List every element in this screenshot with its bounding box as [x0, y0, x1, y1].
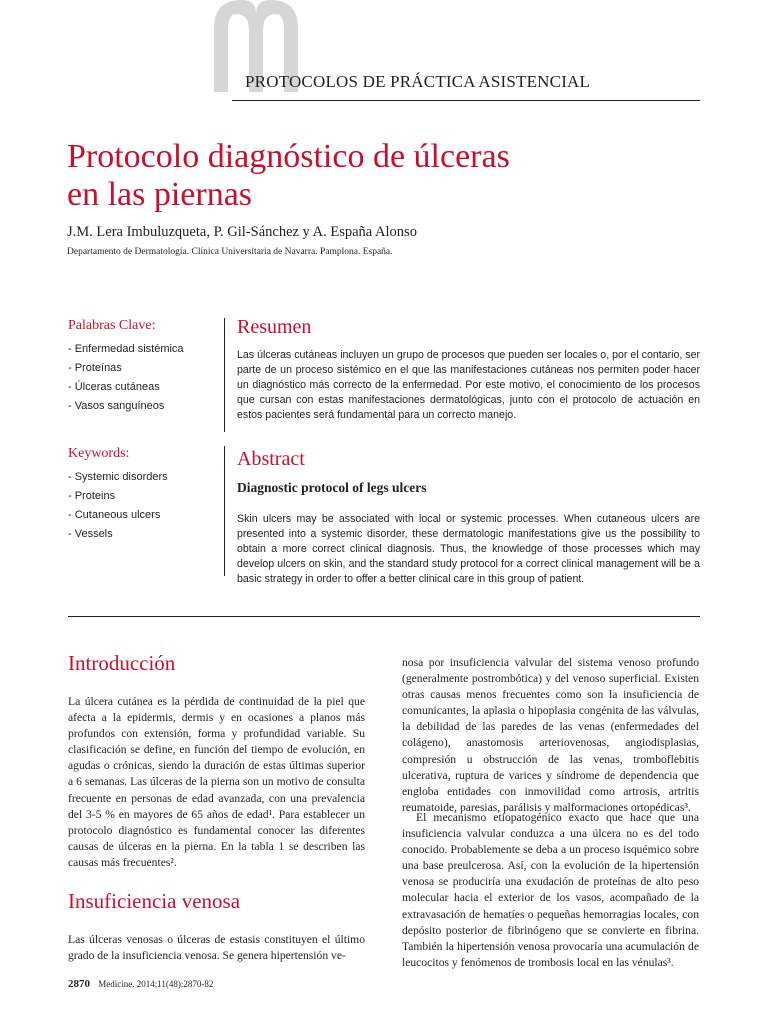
introduccion-heading: Introducción [68, 651, 176, 675]
section-label: PROTOCOLOS DE PRÁCTICA ASISTENCIAL [245, 72, 591, 91]
authors: J.M. Lera Imbuluzqueta, P. Gil-Sánchez y A. España Alonso [67, 224, 417, 240]
page-number: 2870 [68, 978, 90, 990]
palabra-clave-item: - Enfermedad sistémica [68, 343, 184, 355]
page-footer [68, 978, 213, 990]
keyword-item: - Vessels [68, 528, 113, 540]
affiliation: Departamento de Dermatología. Clínica Universitaria de Navarra. Pamplona. España. [67, 247, 393, 257]
right-column-paragraph-1: nosa por insuficiencia valvular del sistema venoso profundo (generalmente postrombótica) y del venoso superficial. Existen otras causas menos frecuentes como son la insuficiencia de comunicantes, la aplasia o hipoplasia congénita de las válvulas, la debilidad de las paredes de las venas (enfermedades del colágeno), anastomosis arteriovenosas, angiodisplasias, compresión u obstrucción de las venas, tromboflebitis ulcerativa, ruptura de varices y síndrome de dependencia que engloba entidades con inmovilidad como artrosis, artritis reumatoide, paresias, parálisis y malformaciones ortopédicas³. [402, 656, 699, 814]
article-title [67, 138, 707, 214]
citation: Medicine. 2014;11(48):2870-82 [98, 979, 214, 989]
keyword-item: - Systemic disorders [68, 471, 168, 483]
right-column-paragraph-2-text: El mecanismo etiopatogénico exacto que hace que una insuficiencia valvular conduzca a una úlcera no es del todo conocido. Probablemente se deba a un proceso isquémico sobre una base preulcerosa. Así, con la evolución de la hipertensión venosa se produciría una exudación de proteínas de alto peso molecular hacia el exterior de los vasos, acompañado de la extravasación de hematíes o pequeñas hemorragias locales, con depósito posterior de fibrinógeno que se convierte en fibrina. También la hipertensión venosa provocaría una acumulación de leucocitos y fenómenos de trombosis local en las vénulas³. [402, 811, 699, 969]
resumen-divider [224, 318, 225, 432]
palabras-clave-list [68, 340, 184, 416]
abstract-text: Skin ulcers may be associated with local or systemic processes. When cutaneous ulcers are presented into a systemic disorder, these dermatologic manifestations give us the possibility to obtain a more correct clinical diagnosis. Thus, the knowledge of those processes which may develop ulcers on skin, and the standard study protocol for a correct clinical management will be a basic strategy in order to offer a better clinical care in this group of patient. [237, 513, 700, 585]
insuficiencia-venosa-heading: Insuficiencia venosa [68, 889, 241, 913]
title-line-2: en las piernas [67, 176, 253, 213]
resumen-text: Las úlceras cutáneas incluyen un grupo de procesos que pueden ser locales o, por el contario, ser parte de un proceso sistémico en el que las manifestaciones cutáneas nos permiten poder hacer un diagnóstico más correcto de la enfermedad. Por este motivo, el conocimiento de los procesos que cursan con estas manifestaciones dermatológicas, junto con el protocolo de actuación en estos pacientes será fundamental para un correcto manejo. [237, 349, 700, 421]
keyword-item: - Cutaneous ulcers [68, 509, 161, 521]
right-column-paragraph-2 [402, 810, 699, 971]
palabra-clave-item: - Proteínas [68, 362, 122, 374]
abstract-subtitle: Diagnostic protocol of legs ulcers [237, 480, 427, 495]
abstract-heading: Abstract [237, 448, 305, 470]
keywords-heading: Keywords: [68, 446, 130, 461]
insuficiencia-venosa-text: Las úlceras venosas o úlceras de estasis constituyen el último grado de la insuficiencia venosa. Se genera hipertensión ve- [68, 933, 365, 963]
title-line-1: Protocolo diagnóstico de úlceras [67, 138, 510, 175]
header-rule [232, 100, 700, 101]
keyword-item: - Proteins [68, 490, 116, 502]
palabra-clave-item: - Vasos sanguíneos [68, 400, 165, 412]
keywords-list [68, 468, 168, 544]
introduccion-text: La úlcera cutánea es la pérdida de continuidad de la piel que afecta a la epidermis, dermis y en ocasiones a planos más profundos con extensión, forma y profundidad variable. Su clasificación se define, en función del tiempo de evolución, en agudas o crónicas, siendo la duración de estas últimas superior a 6 semanas. Las úlceras de la pierna son un motivo de consulta frecuente en personas de edad avanzada, con una prevalencia del 3-5 % en mayores de 65 años de edad¹. Para establecer un protocolo diagnóstico es fundamental conocer las diferentes causas de úlceras en la pierna. En la tabla 1 se describen las causas más frecuentes². [68, 695, 365, 869]
palabra-clave-item: - Úlceras cutáneas [68, 381, 160, 393]
resumen-heading: Resumen [237, 316, 312, 338]
abstract-divider [224, 446, 225, 576]
palabras-clave-heading: Palabras Clave: [68, 318, 156, 333]
section-rule [68, 616, 700, 617]
